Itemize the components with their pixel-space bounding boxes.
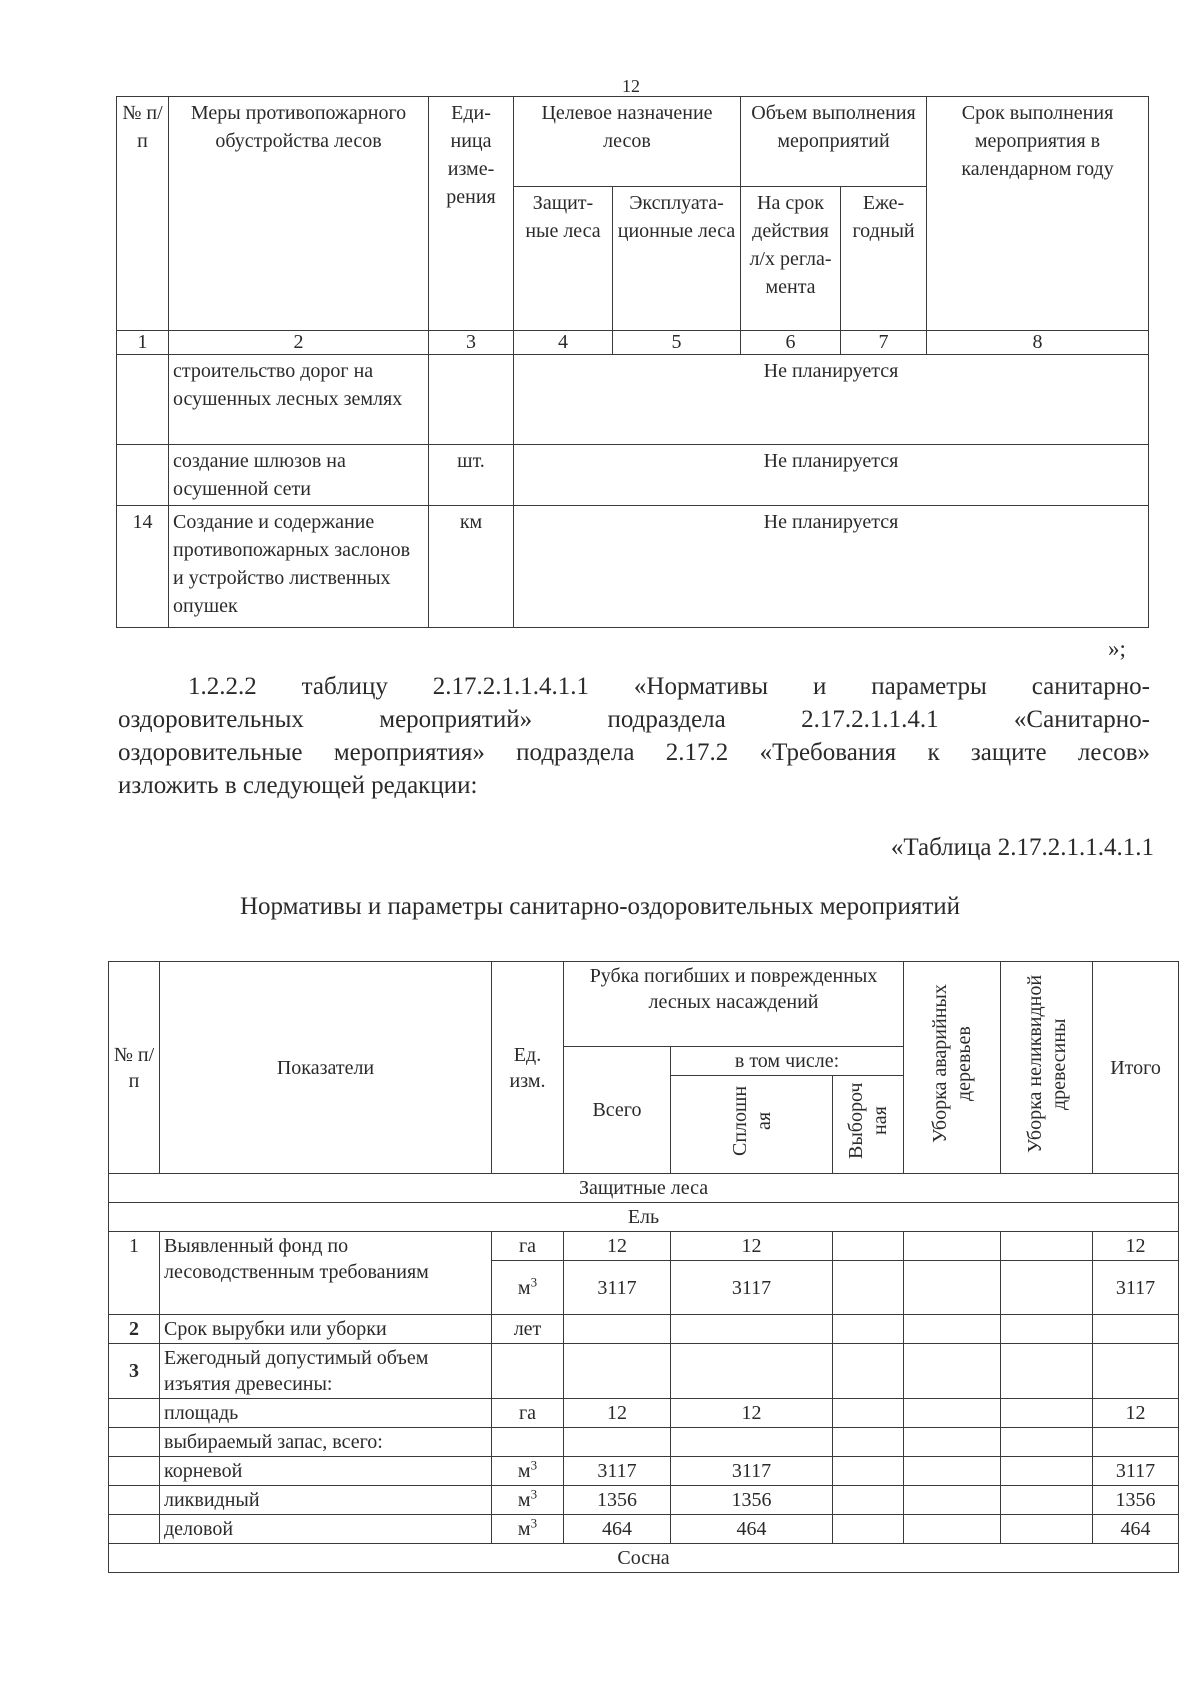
row-label: деловой <box>160 1515 492 1544</box>
header-indicators: Показатели <box>160 962 492 1174</box>
col-number: 7 <box>841 331 927 355</box>
fire-prevention-table <box>116 96 1149 628</box>
row-num: 1 <box>109 1232 160 1315</box>
cell-emergency <box>904 1261 1001 1315</box>
cell-sploshnaya: 3117 <box>671 1261 833 1315</box>
cell-itogo: 1356 <box>1093 1486 1179 1515</box>
row-status: Не планируется <box>514 445 1149 506</box>
col-number: 8 <box>927 331 1149 355</box>
cell-vsego: 3117 <box>564 1457 671 1486</box>
col-number: 5 <box>613 331 741 355</box>
header-including: в том числе: <box>671 1047 904 1076</box>
cell-vyborochnaya <box>833 1232 904 1261</box>
paragraph-line: оздоровительные мероприятия» подраздела 2.17.2 «Требования к защите лесов» <box>118 739 1150 766</box>
paragraph-line: 1.2.2.2 таблицу 2.17.2.1.1.4.1.1 «Нормативы и параметры санитарно- <box>188 673 1150 700</box>
paragraph-line: изложить в следующей редакции: <box>118 772 478 799</box>
row-label: Срок вырубки или уборки <box>160 1315 492 1344</box>
cell-itogo: 3117 <box>1093 1457 1179 1486</box>
cell-vsego: 12 <box>564 1232 671 1261</box>
species-spruce: Ель <box>109 1203 1179 1232</box>
table-row <box>109 1232 1179 1261</box>
header-measures: Меры противопожарного обустройства лесов <box>169 97 429 331</box>
table-reference: «Таблица 2.17.2.1.1.4.1.1 <box>890 834 1154 861</box>
table-row <box>109 1344 1179 1399</box>
header-num: № п/п <box>117 97 169 331</box>
cell-vsego: 3117 <box>564 1261 671 1315</box>
col-number: 2 <box>169 331 429 355</box>
row-label: площадь <box>160 1399 492 1428</box>
row-label: ликвидный <box>160 1486 492 1515</box>
table-row <box>109 1315 1179 1344</box>
table-row <box>117 506 1149 628</box>
table-row <box>109 1486 1179 1515</box>
table-row <box>109 1399 1179 1428</box>
header-exploitation: Эксплуата-ционные леса <box>613 187 741 331</box>
row-num: 2 <box>109 1315 160 1344</box>
cell-sploshnaya: 464 <box>671 1515 833 1544</box>
cell-sploshnaya: 1356 <box>671 1486 833 1515</box>
cell-sploshnaya: 12 <box>671 1232 833 1261</box>
col-number: 6 <box>741 331 841 355</box>
cell-sploshnaya: 12 <box>671 1399 833 1428</box>
header-unit: Еди-ница изме-рения <box>429 97 514 331</box>
row-unit: км <box>429 506 514 628</box>
cell-vsego: 12 <box>564 1399 671 1428</box>
row-label: Ежегодный допустимый объем изъятия древесины: <box>160 1344 492 1399</box>
row-num: 14 <box>117 506 169 628</box>
header-annual: Еже-годный <box>841 187 927 331</box>
cell-illiquid <box>1001 1261 1093 1315</box>
cell-sploshnaya: 3117 <box>671 1457 833 1486</box>
row-unit: лет <box>492 1315 564 1344</box>
row-unit: га <box>492 1232 564 1261</box>
header-emergency: Уборка аварийных деревьев <box>904 962 1001 1174</box>
paragraph-line: оздоровительных мероприятий» подраздела 2.17.2.1.1.4.1 «Санитарно- <box>118 706 1150 733</box>
closing-quote: »; <box>1108 636 1126 661</box>
amendment-paragraph <box>118 670 1150 802</box>
species-pine: Сосна <box>109 1544 1179 1573</box>
col-number: 1 <box>117 331 169 355</box>
row-num <box>117 445 169 506</box>
row-label: выбираемый запас, всего: <box>160 1428 492 1457</box>
table-row <box>109 1457 1179 1486</box>
header-regulation-term: На срок действия л/х регла-мента <box>741 187 841 331</box>
table-row <box>109 1428 1179 1457</box>
cell-itogo: 12 <box>1093 1232 1179 1261</box>
header-purpose: Целевое назначение лесов <box>514 97 741 187</box>
table-row <box>117 355 1149 445</box>
row-label: Выявленный фонд по лесоводственным требованиям <box>160 1232 492 1315</box>
row-unit: $м^3$ <box>492 1261 564 1315</box>
cell-itogo: 3117 <box>1093 1261 1179 1315</box>
row-unit: га <box>492 1399 564 1428</box>
header-volume: Объем выполнения мероприятий <box>741 97 927 187</box>
cell-vsego: 1356 <box>564 1486 671 1515</box>
row-num: 3 <box>109 1344 160 1399</box>
cell-vsego: 464 <box>564 1515 671 1544</box>
header-total-felling: Всего <box>564 1047 671 1174</box>
row-status: Не планируется <box>514 355 1149 445</box>
row-measure: Создание и содержание противопожарных заслонов и устройство лиственных опушек <box>169 506 429 628</box>
col-number: 3 <box>429 331 514 355</box>
col-number: 4 <box>514 331 613 355</box>
cell-itogo: 464 <box>1093 1515 1179 1544</box>
cell-emergency <box>904 1232 1001 1261</box>
header-deadline: Срок выполнения мероприятия в календарном году <box>927 97 1149 331</box>
header-selective: Выбороч ная <box>833 1076 904 1174</box>
header-unit: Ед. изм. <box>492 962 564 1174</box>
row-unit: шт. <box>429 445 514 506</box>
header-felling: Рубка погибших и поврежденных лесных насаждений <box>564 962 904 1047</box>
sanitary-measures-table <box>108 961 1179 1573</box>
row-measure: создание шлюзов на осушенной сети <box>169 445 429 506</box>
header-illiquid: Уборка неликвидной древесины <box>1001 962 1093 1174</box>
header-clear: Сплошн ая <box>671 1076 833 1174</box>
header-protective: Защит-ные леса <box>514 187 613 331</box>
header-num: № п/п <box>109 962 160 1174</box>
cell-vyborochnaya <box>833 1261 904 1315</box>
cell-itogo: 12 <box>1093 1399 1179 1428</box>
row-label: корневой <box>160 1457 492 1486</box>
row-status: Не планируется <box>514 506 1149 628</box>
row-measure: строительство дорог на осушенных лесных землях <box>169 355 429 445</box>
page-number: 12 <box>622 76 640 96</box>
row-unit <box>429 355 514 445</box>
row-unit: $м^3$ <box>492 1486 564 1515</box>
table-caption: Нормативы и параметры санитарно-оздоровительных мероприятий <box>239 893 961 920</box>
table-row <box>117 445 1149 506</box>
row-unit: $м^3$ <box>492 1515 564 1544</box>
table-row <box>109 1515 1179 1544</box>
section-protective-forests: Защитные леса <box>109 1174 1179 1203</box>
row-unit: $м^3$ <box>492 1457 564 1486</box>
cell-illiquid <box>1001 1232 1093 1261</box>
header-itogo: Итого <box>1093 962 1179 1174</box>
row-num <box>117 355 169 445</box>
